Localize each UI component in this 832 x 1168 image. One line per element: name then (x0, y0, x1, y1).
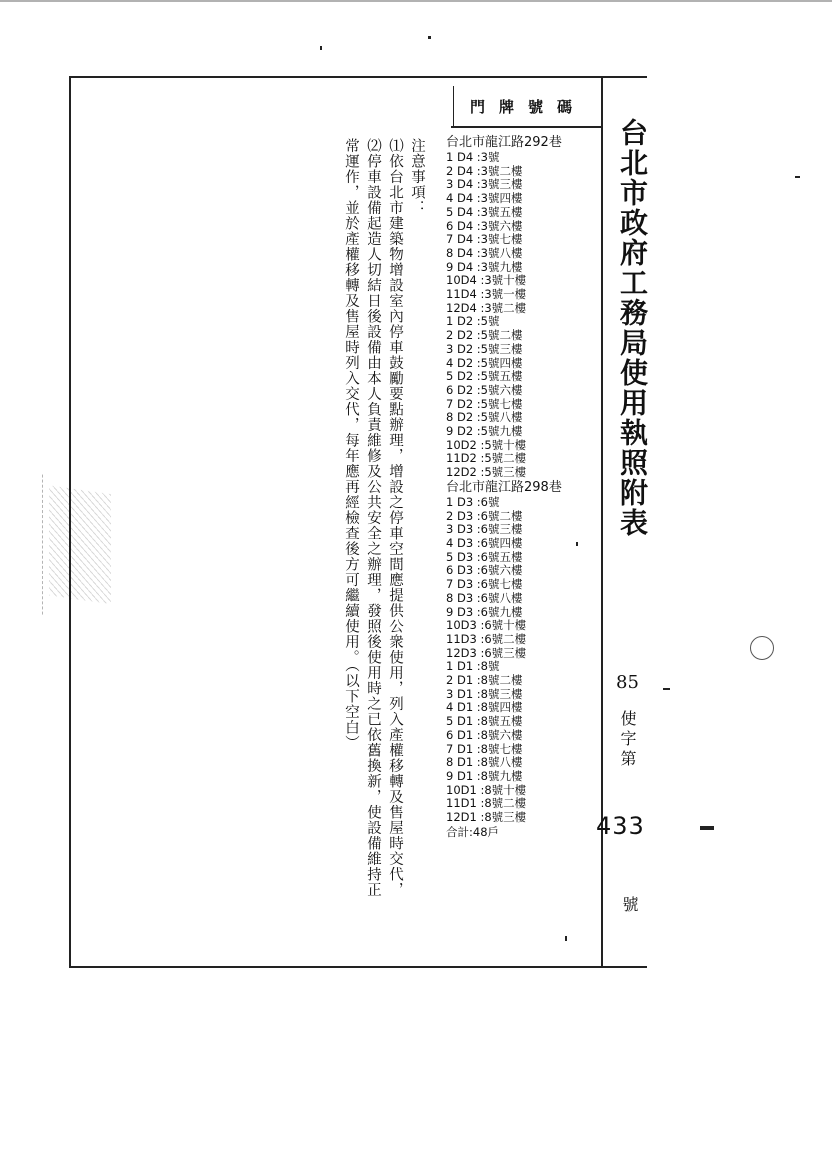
address-row: 8 D1 :8號八樓 (446, 755, 523, 770)
reference-year: 85 (616, 672, 639, 693)
address-row: 2 D3 :6號二樓 (446, 508, 523, 523)
address-row: 7 D2 :5號七樓 (446, 396, 523, 411)
address-row: 2 D4 :3號二樓 (446, 163, 523, 178)
address-row: 4 D3 :6號四樓 (446, 535, 523, 550)
notes-item-1: ⑴依台北市建築物增設室內停車鼓勵要點辦理，增設之停車空間應提供公衆使用，列入產權移轉及售屋時交代， (387, 138, 403, 898)
address-row: 6 D4 :3號六樓 (446, 218, 523, 233)
reference-number: 433 (596, 812, 645, 840)
address-row: 3 D4 :3號三樓 (446, 177, 523, 192)
address-row: 6 D1 :8號六樓 (446, 727, 523, 742)
document-title: 台北市政府工務局使用執照附表 (616, 118, 649, 538)
address-row: 2 D2 :5號二樓 (446, 328, 523, 343)
address-row: 8 D4 :3號八樓 (446, 245, 523, 260)
address-row: 6 D3 :6號六樓 (446, 563, 523, 578)
notes-item-2: ⑵停車設備起造人切結日後設備由本人負責維修及公共安全之辦理，發照後使用時之已依舊換新，使設備維持正 (365, 138, 381, 898)
address-row: 12D4 :3號二樓 (446, 300, 527, 315)
address-row: 12D3 :6號三樓 (446, 645, 527, 660)
address-list (446, 135, 596, 839)
address-row: 8 D2 :5號八樓 (446, 410, 523, 425)
header-rule (451, 126, 603, 128)
address-row: 5 D4 :3號五樓 (446, 204, 523, 219)
address-row: 3 D1 :8號三樓 (446, 686, 523, 701)
address-row: 4 D2 :5號四樓 (446, 355, 523, 370)
address-total: 合計:48戶 (446, 824, 500, 839)
house-number-header: 門牌號碼 (470, 98, 587, 116)
address-row: 10D3 :6號十樓 (446, 618, 527, 633)
address-group-1 (446, 151, 596, 480)
address-row: 3 D2 :5號三樓 (446, 341, 523, 356)
address-row: 10D4 :3號十樓 (446, 273, 527, 288)
notes-section (340, 138, 428, 938)
address-row: 10D1 :8號十樓 (446, 782, 527, 797)
scan-speck (320, 46, 322, 50)
scan-speck (663, 688, 670, 690)
address-row: 9 D1 :8號九樓 (446, 768, 523, 783)
address-row: 3 D3 :6號三樓 (446, 522, 523, 537)
address-row: 1 D2 :5號 (446, 314, 500, 329)
address-row: 4 D1 :8號四樓 (446, 700, 523, 715)
address-row: 6 D2 :5號六樓 (446, 382, 523, 397)
address-row: 11D4 :3號一樓 (446, 287, 527, 302)
address-group-2 (446, 496, 596, 825)
address-row: 7 D3 :6號七樓 (446, 577, 523, 592)
header-cell-divider (453, 86, 454, 126)
reference-suffix: 號 (620, 896, 639, 912)
address-group-2-header: 台北市龍江路298巷 (446, 479, 562, 495)
scan-speck (428, 36, 431, 39)
address-row: 1 D1 :8號 (446, 659, 500, 674)
reference-mid: 使字第 (618, 710, 637, 770)
notes-heading: 注意事項： (409, 138, 425, 216)
address-row: 7 D4 :3號七樓 (446, 232, 523, 247)
address-row: 8 D3 :6號八樓 (446, 590, 523, 605)
address-row: 9 D4 :3號九樓 (446, 259, 523, 274)
dash-mark (700, 826, 714, 830)
address-row: 12D1 :8號三樓 (446, 810, 527, 825)
address-row: 5 D1 :8號五樓 (446, 714, 523, 729)
address-row: 4 D4 :3號四樓 (446, 191, 523, 206)
address-row: 10D2 :5號十樓 (446, 437, 527, 452)
address-row: 1 D3 :6號 (446, 494, 500, 509)
address-row: 9 D2 :5號九樓 (446, 424, 523, 439)
address-row: 1 D4 :3號 (446, 150, 500, 164)
punch-hole-mark (750, 636, 774, 660)
address-row: 9 D3 :6號九樓 (446, 604, 523, 619)
address-row: 5 D3 :6號五樓 (446, 549, 523, 564)
address-row: 5 D2 :5號五樓 (446, 369, 523, 384)
address-row: 12D2 :5號三樓 (446, 465, 527, 480)
notes-item-3: 常運作，並於產權移轉及售屋時列入交代，每年應再經檢查後方可繼續使用。（以下空白） (343, 138, 359, 751)
scan-speck (795, 176, 800, 178)
address-row: 11D2 :5號二樓 (446, 451, 527, 466)
address-row: 7 D1 :8號七樓 (446, 741, 523, 756)
address-row: 11D1 :8號二樓 (446, 796, 527, 811)
address-group-1-header: 台北市龍江路292巷 (446, 135, 562, 150)
scan-speck (0, 0, 832, 2)
address-row: 2 D1 :8號二樓 (446, 673, 523, 688)
address-row: 11D3 :6號二樓 (446, 631, 527, 646)
